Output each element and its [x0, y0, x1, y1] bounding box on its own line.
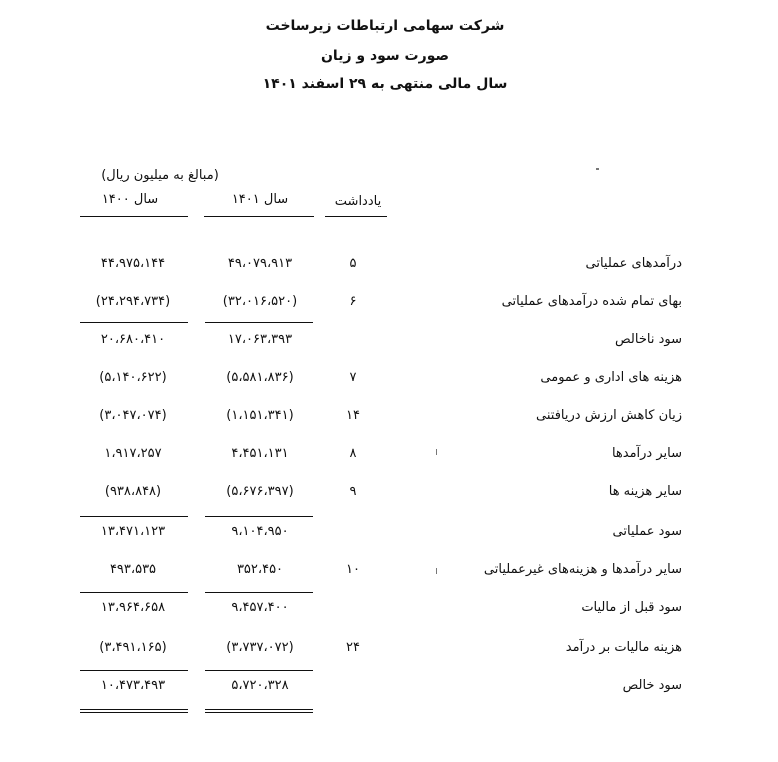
row-prev-value: (۹۳۸،۸۴۸) — [104, 484, 162, 499]
table-row — [0, 408, 778, 428]
row-curr-value: (۵،۵۸۱،۸۳۶) — [226, 370, 294, 385]
column-header-note: یادداشت — [334, 194, 382, 209]
row-label: سایر هزینه ها — [608, 484, 682, 499]
scan-speck — [596, 168, 599, 170]
row-curr-value: ۹،۴۵۷،۴۰۰ — [231, 600, 289, 615]
row-note: ۲۴ — [346, 640, 360, 655]
row-curr-value: ۵،۷۲۰،۳۲۸ — [231, 678, 289, 693]
row-note: ۷ — [349, 370, 357, 385]
row-prev-value: (۳،۴۹۱،۱۶۵) — [99, 640, 167, 655]
table-row — [0, 524, 778, 544]
total-double-rule — [80, 709, 188, 713]
row-prev-value: ۴۴،۹۷۵،۱۴۴ — [100, 256, 166, 271]
table-row — [0, 370, 778, 390]
row-label: سود ناخالص — [615, 332, 682, 347]
units-note: (مبالغ به میلیون ریال) — [101, 168, 219, 183]
row-label: درآمدهای عملیاتی — [585, 256, 682, 271]
table-row — [0, 446, 778, 466]
row-curr-value: ۴۹،۰۷۹،۹۱۳ — [227, 256, 293, 271]
table-row — [0, 640, 778, 660]
row-label: بهای تمام شده درآمدهای عملیاتی — [501, 294, 682, 309]
table-row — [0, 600, 778, 620]
period-title: سال مالی منتهی به ۲۹ اسفند ۱۴۰۱ — [262, 76, 508, 92]
company-name: شرکت سهامی ارتباطات زیرساخت — [265, 18, 505, 34]
row-note: ۸ — [349, 446, 357, 461]
row-label: سایر درآمدها و هزینه‌های غیرعملیاتی — [483, 562, 682, 577]
statement-title: صورت سود و زیان — [320, 48, 449, 64]
row-prev-value: ۴۹۳،۵۳۵ — [109, 562, 157, 577]
table-row — [0, 562, 778, 582]
row-curr-value: ۴،۴۵۱،۱۳۱ — [231, 446, 289, 461]
row-curr-value: (۳۲،۰۱۶،۵۲۰) — [222, 294, 298, 309]
table-row — [0, 332, 778, 352]
header-rule — [80, 216, 188, 217]
row-note: ۶ — [349, 294, 357, 309]
column-header-prev-year: سال ۱۴۰۰ — [101, 192, 159, 207]
row-label: زیان کاهش ارزش دریافتنی — [536, 408, 682, 423]
subtotal-rule — [205, 322, 313, 323]
row-label: سود قبل از مالیات — [581, 600, 682, 615]
column-header-curr-year: سال ۱۴۰۱ — [231, 192, 289, 207]
header-rule — [204, 216, 314, 217]
row-label: سود خالص — [622, 678, 682, 693]
row-curr-value: ۳۵۲،۴۵۰ — [236, 562, 284, 577]
total-double-rule — [205, 709, 313, 713]
row-prev-value: (۵،۱۴۰،۶۲۲) — [99, 370, 167, 385]
row-prev-value: ۲۰،۶۸۰،۴۱۰ — [100, 332, 166, 347]
row-note: ۹ — [349, 484, 357, 499]
row-curr-value: (۱،۱۵۱،۳۴۱) — [226, 408, 294, 423]
table-row — [0, 256, 778, 276]
header-rule — [325, 216, 387, 217]
subtotal-rule — [205, 592, 313, 593]
row-note: ۱۰ — [346, 562, 360, 577]
subtotal-rule — [205, 670, 313, 671]
row-note: ۱۴ — [346, 408, 360, 423]
row-curr-value: ۱۷،۰۶۳،۳۹۳ — [227, 332, 293, 347]
row-curr-value: (۵،۶۷۶،۳۹۷) — [226, 484, 294, 499]
subtotal-rule — [80, 592, 188, 593]
subtotal-rule — [205, 516, 313, 517]
row-prev-value: (۲۴،۲۹۴،۷۳۴) — [95, 294, 171, 309]
scan-speck — [436, 568, 437, 574]
row-prev-value: (۳،۰۴۷،۰۷۴) — [99, 408, 167, 423]
row-label: سایر درآمدها — [611, 446, 682, 461]
table-row — [0, 294, 778, 314]
row-prev-value: ۱۳،۹۶۴،۶۵۸ — [100, 600, 166, 615]
scan-speck — [436, 449, 437, 455]
subtotal-rule — [80, 670, 188, 671]
subtotal-rule — [80, 516, 188, 517]
row-label: هزینه مالیات بر درآمد — [565, 640, 682, 655]
table-row — [0, 678, 778, 698]
row-curr-value: (۳،۷۳۷،۰۷۲) — [226, 640, 294, 655]
table-row — [0, 484, 778, 504]
row-label: سود عملیاتی — [612, 524, 682, 539]
row-label: هزینه های اداری و عمومی — [540, 370, 682, 385]
subtotal-rule — [80, 322, 188, 323]
row-curr-value: ۹،۱۰۴،۹۵۰ — [231, 524, 289, 539]
row-prev-value: ۱۳،۴۷۱،۱۲۳ — [100, 524, 166, 539]
row-prev-value: ۱۰،۴۷۳،۴۹۳ — [100, 678, 166, 693]
row-note: ۵ — [349, 256, 357, 271]
row-prev-value: ۱،۹۱۷،۲۵۷ — [104, 446, 162, 461]
